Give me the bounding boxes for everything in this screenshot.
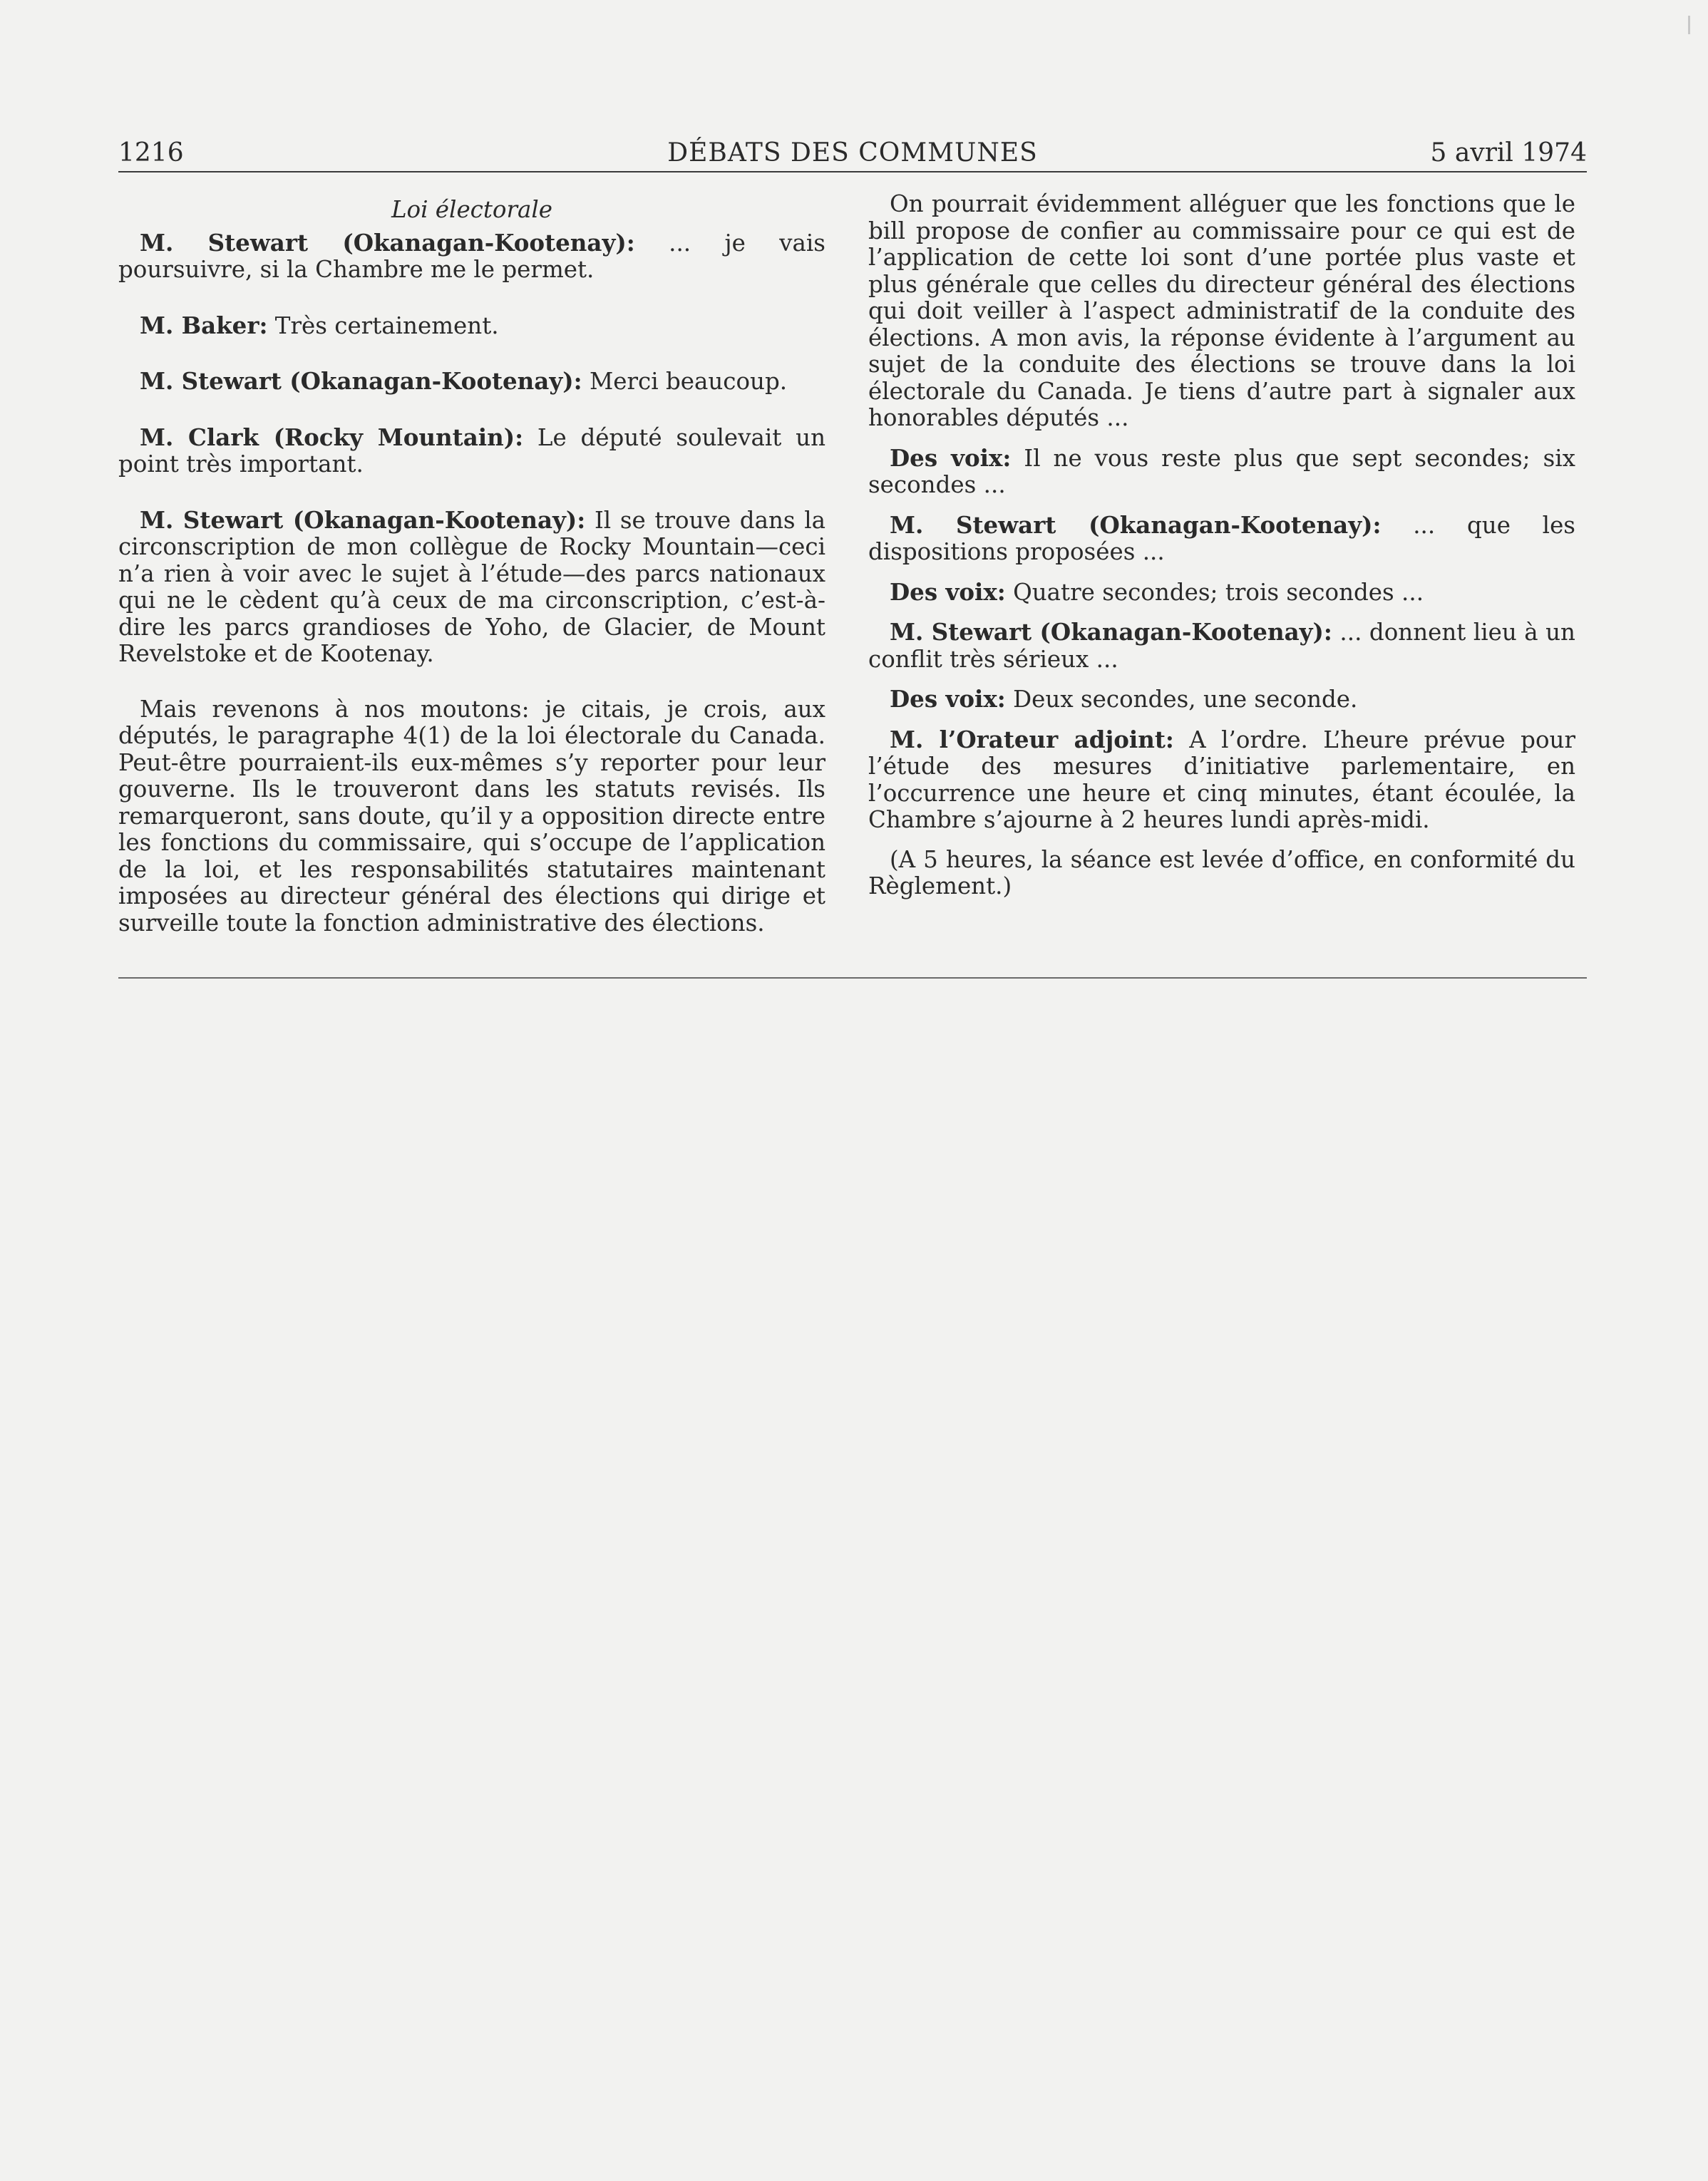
page-header <box>118 135 1587 172</box>
paragraph <box>118 312 825 340</box>
speaker-name: M. Stewart (Okanagan-Kootenay): <box>890 510 1382 539</box>
speech-text: Il ne vous reste plus que sept secondes; six secondes ... <box>868 444 1575 498</box>
paragraph <box>118 424 825 478</box>
left-column <box>118 191 825 949</box>
paragraph <box>118 368 825 396</box>
paragraph <box>868 191 1575 432</box>
speaker-name: M. Stewart (Okanagan-Kootenay): <box>890 618 1332 646</box>
speech-text: Deux secondes, une seconde. <box>1005 686 1358 713</box>
paragraph <box>868 847 1575 900</box>
speech-text: Quatre secondes; trois secondes ... <box>1005 578 1424 606</box>
speaker-name: Des voix: <box>890 443 1012 472</box>
speech-text: A l’ordre. L’heure prévue pour l’étude des mesures d’initiative parlementaire, en l’occurrence une heure et cinq minutes, étant écoulée, la Chambre s’ajourne à 2 heures lundi après-midi. <box>868 726 1576 833</box>
bottom-rule <box>118 977 1587 979</box>
paragraph <box>118 507 825 668</box>
page-date: 5 avril 1974 <box>1430 138 1587 167</box>
speaker-name: M. Baker: <box>140 311 268 339</box>
paragraph <box>868 619 1575 673</box>
scan-edge-mark <box>1688 16 1690 34</box>
speech-text: ... que les dispositions proposées ... <box>868 511 1575 565</box>
speech-text: ... donnent lieu à un conflit très sérieux ... <box>868 619 1575 673</box>
speech-text: (A 5 heures, la séance est levée d’office, en conformité du Règlement.) <box>868 845 1575 899</box>
speech-text: Le député soulevait un point très important. <box>118 423 825 478</box>
speaker-name: M. Stewart (Okanagan-Kootenay): <box>140 228 635 257</box>
speaker-name: Des voix: <box>890 685 1006 713</box>
publication-title: DÉBATS DES COMMUNES <box>667 138 1038 167</box>
paragraph <box>118 696 825 937</box>
paragraph <box>868 726 1575 834</box>
speech-text: ... je vais poursuivre, si la Chambre me le permet. <box>118 229 825 283</box>
paragraph <box>868 579 1575 607</box>
paragraph <box>118 230 825 284</box>
speaker-name: M. Stewart (Okanagan-Kootenay): <box>140 505 586 534</box>
paragraph <box>868 686 1575 713</box>
speaker-name: Des voix: <box>890 577 1006 606</box>
speech-text: On pourrait évidemment alléguer que les fonctions que le bill propose de confier au commissaire pour ce qui est de l’application de cette loi sont d’une portée plus vaste et plus générale que celles du directeur général des élections qui doit veiller à l’aspect administratif de la conduite des élections. A mon avis, la réponse évidente à l’argument au sujet de la conduite des élections se trouve dans la loi électorale du Canada. Je tiens d’autre part à signaler aux honorables députés ... <box>868 190 1575 431</box>
speech-text: Mais revenons à nos moutons: je citais, je crois, aux députés, le paragraphe 4(1) de la loi électorale du Canada. Peut-être pourraient-ils eux-mêmes s’y reporter pour leur gouverne. Ils le trouveront dans les statuts revisés. Ils remarqueront, sans doute, qu’il y a opposition directe entre les fonctions du commissaire, qui s’occupe de l’application de la loi, et les responsabilités statutaires maintenant imposées au directeur général des élections qui dirige et surveille toute la fonction administrative des élections. <box>118 695 825 937</box>
speech-text: Merci beaucoup. <box>582 368 788 395</box>
speaker-name: M. Stewart (Okanagan-Kootenay): <box>140 367 582 395</box>
speaker-name: M. Clark (Rocky Mountain): <box>140 423 524 451</box>
right-column <box>868 191 1575 913</box>
speech-text: Il se trouve dans la circonscription de mon collègue de Rocky Mountain—ceci n’a rien à voir avec le sujet à l’étude—des parcs nationaux qui ne le cèdent qu’à ceux de ma circonscription, c’est-à-dire les parcs grandioses de Yoho, de Glacier, de Mount Revelstoke et de Kootenay. <box>118 506 825 667</box>
speaker-name: M. l’Orateur adjoint: <box>890 725 1174 753</box>
speech-text: Très certainement. <box>267 311 499 339</box>
paragraph <box>868 445 1575 499</box>
section-title: Loi électorale <box>391 196 553 223</box>
page-number: 1216 <box>118 138 184 167</box>
paragraph <box>868 512 1575 566</box>
